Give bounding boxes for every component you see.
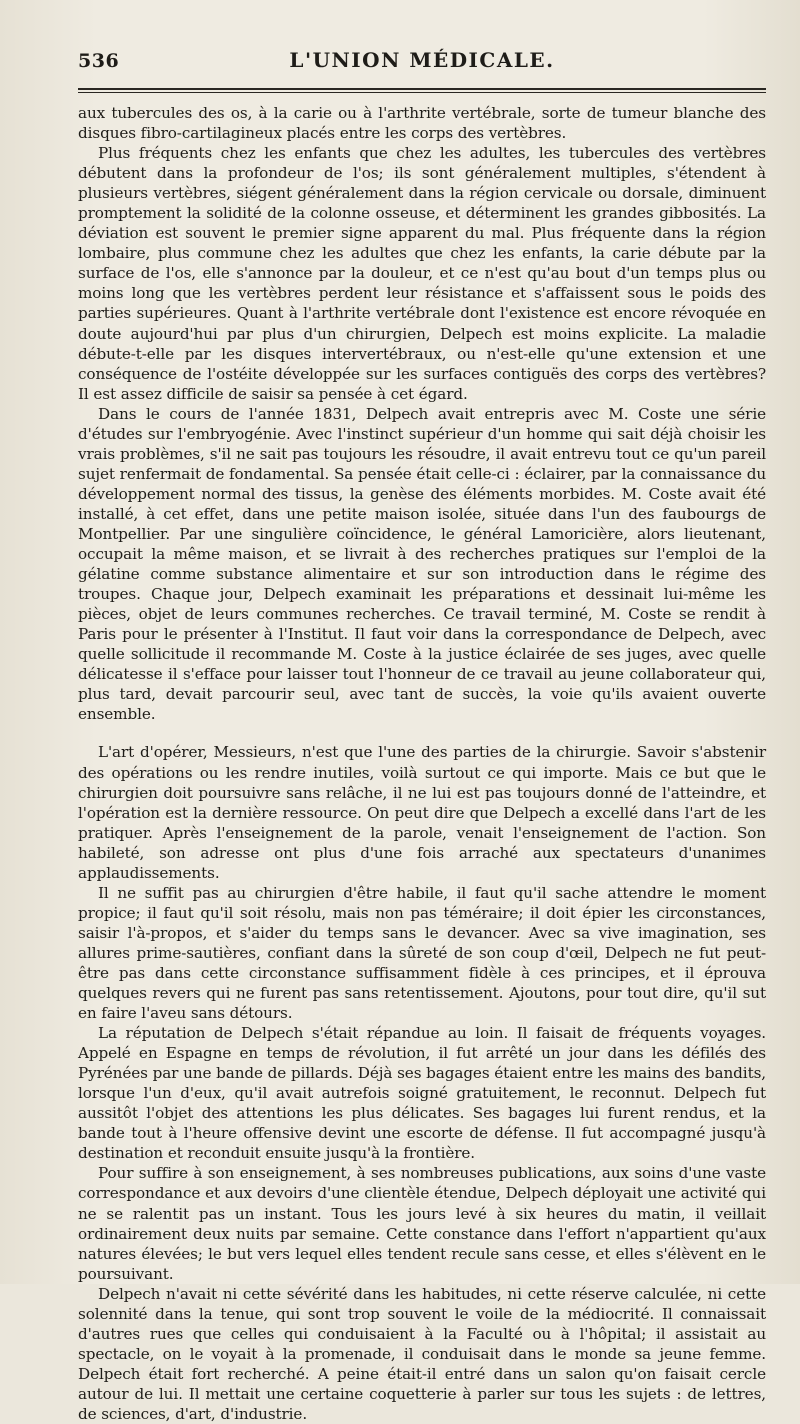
paragraph: Pour suffire à son enseignement, à ses nombreuses publications, aux soins d'une vaste correspondance et aux devoirs d'une clientèle étendue, Delpech déployait une activité qui ne se ralentit pas un instant. Tous les jours levé à six heures du matin, il veillait ordinairement deux nuits par semaine. Cette constance dans l'effort n'appartient qu'aux natures élevées; le but vers lequel elles tendent recule sans cesse, et elles s'élèvent en le poursuivant. [78, 1164, 766, 1283]
paragraph: L'art d'opérer, Messieurs, n'est que l'une des parties de la chirurgie. Savoir s'abstenir des opérations ou les rendre inutiles, voilà surtout ce qui importe. Mais ce but que le chirurgien doit poursuivre sans relâche, il ne lui est pas toujours donné de l'atteindre, et l'opération est la dernière ressource. On peut dire que Delpech a excellé dans l'art de les pratiquer. Après l'enseignement de la parole, venait l'enseignement de l'action. Son habileté, son adresse ont plus d'une fois arraché aux spectateurs d'unanimes applaudissements. [78, 743, 766, 882]
journal-title: L'UNION MÉDICALE. [289, 48, 555, 72]
paragraph: Il ne suffit pas au chirurgien d'être habile, il faut qu'il sache attendre le moment propice; il faut qu'il soit résolu, mais non pas téméraire; il doit épier les circonstances, saisir l'à-propos, et s'aider du temps sans le devancer. Avec sa vive imagination, ses allures prime-sautières, confiant dans la sûreté de son coup d'œil, Delpech ne fut peut-être pas dans cette circonstance suffisamment fidèle à ces principes, et il éprouva quelques revers qui ne furent pas sans retentissement. Ajoutons, pour tout dire, qu'il sut en faire l'aveu sans détours. [78, 883, 766, 1023]
paragraph: aux tubercules des os, à la carie ou à l'arthrite vertébrale, sorte de tumeur blanche des disques fibro-cartilagineux placés entre les corps des vertèbres. [78, 104, 766, 143]
paragraph: La réputation de Delpech s'était répandue au loin. Il faisait de fréquents voyages. Appelé en Espagne en temps de révolution, il fut arrêté un jour dans les défilés des Pyrénées par une bande de pillards. Déjà ses bagages étaient entre les mains des bandits, lorsque l'un d'eux, qu'il avait autrefois soigné gratuitement, le reconnut. Delpech fut aussitôt l'objet des attentions les plus délicates. Ses bagages lui furent rendus, et la bande tout à l'heure offensive devint une escorte de défense. Il fut accompagné jusqu'à destination et reconduit ensuite jusqu'à la frontière. [78, 1024, 766, 1163]
paragraph: Plus fréquents chez les enfants que chez les adultes, les tubercules des vertèbres débutent dans la profondeur de l'os; ils sont généralement multiples, s'étendent à plusieurs vertèbres, siégent généralement dans la région cervicale ou dorsale, diminuent promptement la solidité de la colonne osseuse, et déterminent les grandes gibbosités. La déviation est souvent le premier signe apparent du mal. Plus fréquente dans la région lombaire, plus commune chez les adultes que chez les enfants, la carie débute par la surface de l'os, elle s'annonce par la douleur, et ce n'est qu'au bout d'un temps plus ou moins long que les vertèbres perdent leur résistance et s'affaissent sous le poids des parties supérieures. Quant à l'arthrite vertébrale dont l'existence est encore révoquée en doute aujourd'hui par plus d'un chirurgien, Delpech est moins explicite. La maladie débute-t-elle par les disques intervertébraux, ou n'est-elle qu'une extension et une conséquence de l'ostéite développée sur les surfaces contiguës des corps des vertèbres? Il est assez difficile de saisir sa pensée à cet égard. [78, 144, 766, 403]
page-number: 536 [78, 50, 120, 72]
header-rule [78, 88, 766, 93]
paragraph: Dans le cours de l'année 1831, Delpech avait entrepris avec M. Coste une série d'études sur l'embryogénie. Avec l'instinct supérieur d'un homme qui sait déjà choisir les vrais problèmes, s'il ne sait pas toujours les résoudre, il avait entrevu tout ce qu'un pareil sujet renfermait de fondamental. Sa pensée était celle-ci : éclairer, par la connaissance du développement normal des tissus, la genèse des éléments morbides. M. Coste avait été installé, à cet effet, dans une petite maison isolée, située dans l'un des faubourgs de Montpellier. Par une singulière coïncidence, le général Lamoricière, alors lieutenant, occupait la même maison, et se livrait à des recherches pratiques sur l'emploi de la gélatine comme substance alimentaire et sur son introduction dans le régime des troupes. Chaque jour, Delpech examinait les préparations et dessinait lui-même les pièces, objet de leurs communes recherches. Ce travail terminé, M. Coste se rendit à Paris pour le présenter à l'Institut. Il faut voir dans la correspondance de Delpech, avec quelle sollicitude il recommande M. Coste à la justice éclairée de ses juges, avec quelle délicatesse il s'efface pour laisser tout l'honneur de ce travail au jeune collaborateur qui, plus tard, devait parcourir seul, avec tant de succès, la voie qu'ils avaient ouverte ensemble. [78, 404, 766, 724]
paragraph: Delpech n'avait ni cette sévérité dans les habitudes, ni cette réserve calculée, ni cette solennité dans la tenue, qui sont trop souvent le voile de la médiocrité. Il connaissait d'autres rues que celles qui conduisaient à la Faculté ou à l'hôpital; il assistait au spectacle, on le voyait à la promenade, il conduisait dans le monde sa jeune femme. Delpech était fort recherché. A peine était-il entré dans un salon qu'on faisait cercle autour de lui. Il mettait une certaine coquetterie à parler sur tous les sujets : de lettres, de sciences, d'art, d'industrie. [78, 1284, 766, 1423]
article-body [78, 103, 766, 1424]
running-header [78, 48, 766, 80]
